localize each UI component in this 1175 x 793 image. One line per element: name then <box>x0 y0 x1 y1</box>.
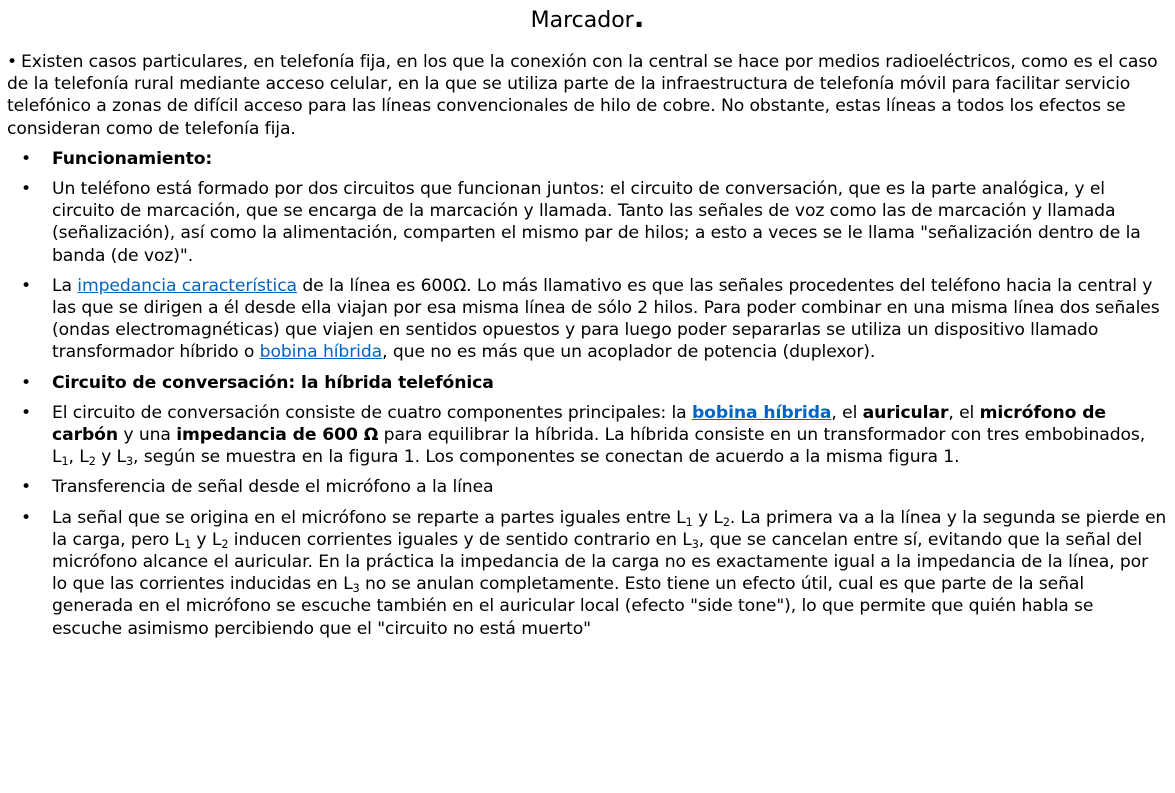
bobina-hibrida-bold-link[interactable]: bobina híbrida <box>691 402 832 423</box>
senal-text-2: y L <box>692 507 723 528</box>
senal-text-5: inducen corrientes iguales y de sentido contrario en L <box>228 529 692 550</box>
subscript: 3 <box>352 582 360 596</box>
subscript: 1 <box>184 537 192 551</box>
list-item-senal <box>7 507 1168 640</box>
circuito-text-8: , según se muestra en la figura 1. Los componentes se conectan de acuerdo a la misma figura 1. <box>133 447 960 468</box>
list-item-circuito-heading <box>7 372 1168 394</box>
microfono-term: micrófono de carbón <box>52 402 1106 446</box>
subscript: 1 <box>61 455 69 469</box>
list-item-impedancia <box>7 275 1168 364</box>
subscript: 3 <box>126 455 134 469</box>
circuito-heading: Circuito de conversación: la híbrida telefónica <box>52 372 494 393</box>
subscript: 2 <box>221 537 229 551</box>
title-text: Marcador <box>530 8 634 33</box>
auricular-term: auricular <box>862 402 949 423</box>
senal-text-1: La señal que se origina en el micrófono se reparte a partes iguales entre L <box>52 507 686 528</box>
intro-paragraph <box>7 51 1168 140</box>
circuito-text-7: y L <box>95 447 126 468</box>
list-item-telefono <box>7 178 1168 267</box>
circuito-text-1: El circuito de conversación consiste de cuatro componentes principales: la <box>52 402 692 423</box>
impedancia-text-3: , que no es más que un acoplador de potencia (duplexor). <box>382 342 876 363</box>
subscript: 2 <box>722 515 730 529</box>
circuito-text-2: , el <box>831 402 863 423</box>
senal-text-3: . La primera va a la línea y la segunda se pierde en la carga, pero L <box>52 507 1167 550</box>
slide-content <box>7 51 1168 648</box>
impedancia-caracteristica-link[interactable]: impedancia característica <box>77 275 297 296</box>
circuito-text-3: , el <box>948 402 980 423</box>
subscript: 1 <box>685 515 693 529</box>
intro-text: Existen casos particulares, en telefonía fija, en los que la conexión con la central se hace por medios radioeléctricos, como es el caso de la telefonía rural mediante acceso celular, en la que se utiliza parte de la infraestructura de telefonía móvil para facilitar servicio telefónico a zonas de difícil acceso para las líneas convencionales de hilo de cobre. No obstante, estas líneas a todos los efectos se consideran como de telefonía fija. <box>7 52 1158 139</box>
funcionamiento-heading: Funcionamiento: <box>52 148 213 169</box>
telefono-text: Un teléfono está formado por dos circuitos que funcionan juntos: el circuito de conversación, que es la parte analógica, y el circuito de marcación, que se encarga de la marcación y llamada. Tanto las señales de voz como las de marcación y llamada (señalización), así como la alimentación, comparten el mismo par de hilos; a esto a veces se le llama "señalización dentro de la banda (de voz)". <box>52 179 1141 266</box>
bullet-list <box>7 148 1168 640</box>
senal-text-7: no se anulan completamente. Esto tiene un efecto útil, cual es que parte de la señal generada en el micrófono se escuche también en el auricular local (efecto "side tone"), lo que permite que quién habla se escuche asimismo percibiendo que el "circuito no está muerto" <box>52 574 1094 639</box>
bobina-hibrida-link[interactable]: bobina híbrida <box>259 342 383 363</box>
impedancia-text-2: de la línea es 600Ω. Lo más llamativo es que las señales procedentes del teléfono hacia la central y las que se dirigen a él desde ella viajan por esa misma línea de sólo 2 hilos. Para poder combinar en una misma línea dos señales (ondas electromagnéticas) que viajen en sentidos opuestos y para luego poder separarlas se utiliza un dispositivo llamado transformador híbrido o <box>52 275 1160 363</box>
intro-bullet: • <box>7 52 18 72</box>
subscript: 3 <box>691 537 699 551</box>
impedancia-term: impedancia de 600 Ω <box>176 425 379 446</box>
slide-title <box>0 3 1175 36</box>
transferencia-text: Transferencia de señal desde el micrófono a la línea <box>52 477 494 498</box>
list-item-funcionamiento <box>7 148 1168 170</box>
senal-text-4: y L <box>191 529 222 550</box>
list-item-circuito <box>7 402 1168 469</box>
circuito-text-5: para equilibrar la híbrida. La híbrida consiste en un transformador con tres embobinados, L <box>52 425 1146 468</box>
title-dot: . <box>633 1 645 34</box>
impedancia-text-1: La <box>52 275 78 296</box>
circuito-text-4: y una <box>118 425 177 446</box>
circuito-text-6: , L <box>68 447 89 468</box>
senal-text-6: , que se cancelan entre sí, evitando que la señal del micrófono alcance el auricular. En la práctica la impedancia de la carga no es exactamente igual a la impedancia de la línea, por lo que las corrientes inducidas en L <box>52 529 1149 595</box>
subscript: 2 <box>88 455 96 469</box>
list-item-transferencia <box>7 476 1168 498</box>
